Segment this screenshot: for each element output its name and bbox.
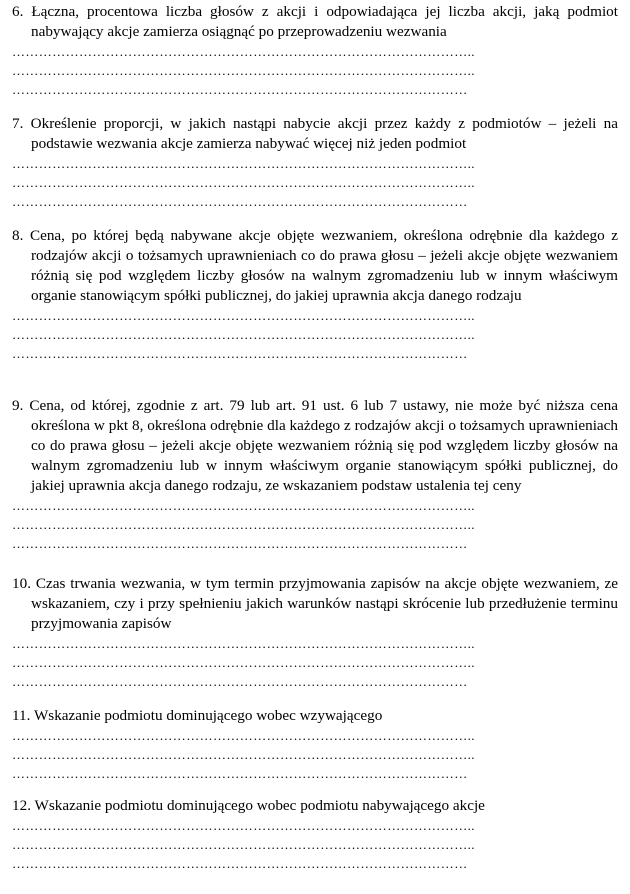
section-text: Określenie proporcji, w jakich nastąpi nabycie akcji przez każdy z podmiotów – jeżeli na podstawie wezwania akcje zamierza nabywać więcej niż jeden podmiot — [30, 115, 619, 152]
answer-lines — [12, 154, 618, 211]
answer-lines — [12, 634, 618, 691]
section-text: Łączna, procentowa liczba głosów z akcji i odpowiadająca jej liczba akcji, jaką podmiot nabywający akcje zamierza osiągnąć po przeprowadzeniu wezwania — [31, 3, 618, 40]
section-heading — [12, 114, 618, 154]
answer-line[interactable]: ………………………………………………………………………………………….. — [12, 308, 475, 323]
answer-line[interactable]: ………………………………………………………………………………………….. — [12, 655, 475, 670]
answer-line[interactable]: ………………………………………………………………………………………….. — [12, 44, 475, 59]
answer-lines — [12, 816, 618, 873]
section-heading — [12, 396, 618, 496]
answer-lines — [12, 306, 618, 363]
answer-line[interactable]: ………………………………………………………………………………………….. — [12, 636, 475, 651]
section-12 — [12, 796, 618, 873]
answer-line[interactable]: ………………………………………………………………………………………… — [12, 536, 468, 551]
answer-line[interactable]: ………………………………………………………………………………………….. — [12, 327, 475, 342]
answer-line[interactable]: ………………………………………………………………………………………….. — [12, 156, 475, 171]
section-number: 7. — [12, 115, 24, 132]
section-text: Wskazanie podmiotu dominującego wobec wzywającego — [33, 707, 383, 724]
answer-lines — [12, 42, 618, 99]
section-number: 8. — [12, 227, 24, 244]
section-text: Cena, po której będą nabywane akcje objęte wezwaniem, określona odrębnie dla każdego z rodzajów akcji o tożsamych uprawnieniach co do prawa głosu – jeżeli akcje objęte wezwaniem różnią się pod względem liczby głosów na walnym zgromadzeniu lub w innym właściwym organie stanowiącym spółki publicznej, do jakiej uprawnia akcja danego rodzaju — [29, 227, 619, 304]
section-heading — [12, 706, 618, 726]
answer-lines — [12, 496, 618, 553]
answer-line[interactable]: ………………………………………………………………………………………….. — [12, 818, 475, 833]
answer-line[interactable]: ………………………………………………………………………………………….. — [12, 175, 475, 190]
section-text: Cena, od której, zgodnie z art. 79 lub art. 91 ust. 6 lub 7 ustawy, nie może być niższa cena określona w pkt 8, określona odrębnie dla każdego z rodzajów akcji o tożsamych uprawnieniach co do prawa głosu – jeżeli akcje objęte wezwaniem różnią się pod względem liczby głosów na walnym zgromadzeniu lub w innym właściwym organie stanowiącym spółki publicznej, do jakiej uprawnia akcja danego rodzaju, ze wskazaniem podstaw ustalenia tej ceny — [29, 397, 618, 494]
answer-line[interactable]: ………………………………………………………………………………………….. — [12, 837, 475, 852]
section-heading — [12, 574, 618, 634]
answer-line[interactable]: ………………………………………………………………………………………… — [12, 346, 468, 361]
section-6 — [12, 2, 618, 99]
section-11 — [12, 706, 618, 783]
answer-line[interactable]: ………………………………………………………………………………………….. — [12, 63, 475, 78]
section-10 — [12, 574, 618, 691]
answer-line[interactable]: ………………………………………………………………………………………… — [12, 82, 468, 97]
answer-line[interactable]: ………………………………………………………………………………………….. — [12, 728, 475, 743]
section-9 — [12, 396, 618, 553]
section-number: 10. — [12, 575, 31, 592]
answer-line[interactable]: ………………………………………………………………………………………….. — [12, 498, 475, 513]
answer-line[interactable]: ………………………………………………………………………………………… — [12, 674, 468, 689]
answer-line[interactable]: ………………………………………………………………………………………….. — [12, 747, 475, 762]
section-heading — [12, 2, 618, 42]
section-number: 9. — [12, 397, 24, 414]
answer-lines — [12, 726, 618, 783]
answer-line[interactable]: ………………………………………………………………………………………… — [12, 194, 468, 209]
section-text: Wskazanie podmiotu dominującego wobec podmiotu nabywającego akcje — [34, 797, 485, 814]
section-7 — [12, 114, 618, 211]
section-heading — [12, 796, 618, 816]
section-number: 6. — [12, 3, 24, 20]
answer-line[interactable]: ………………………………………………………………………………………….. — [12, 517, 475, 532]
section-heading — [12, 226, 618, 306]
section-8 — [12, 226, 618, 363]
section-text: Czas trwania wezwania, w tym termin przyjmowania zapisów na akcje objęte wezwaniem, ze wskazaniem, czy i przy spełnieniu jakich warunków nastąpi skrócenie lub przedłużenie terminu przyjmowania zapisów — [31, 575, 618, 632]
answer-line[interactable]: ………………………………………………………………………………………… — [12, 766, 468, 781]
section-number: 12. — [12, 797, 31, 814]
section-number: 11. — [12, 707, 31, 724]
answer-line[interactable]: ………………………………………………………………………………………… — [12, 856, 468, 871]
